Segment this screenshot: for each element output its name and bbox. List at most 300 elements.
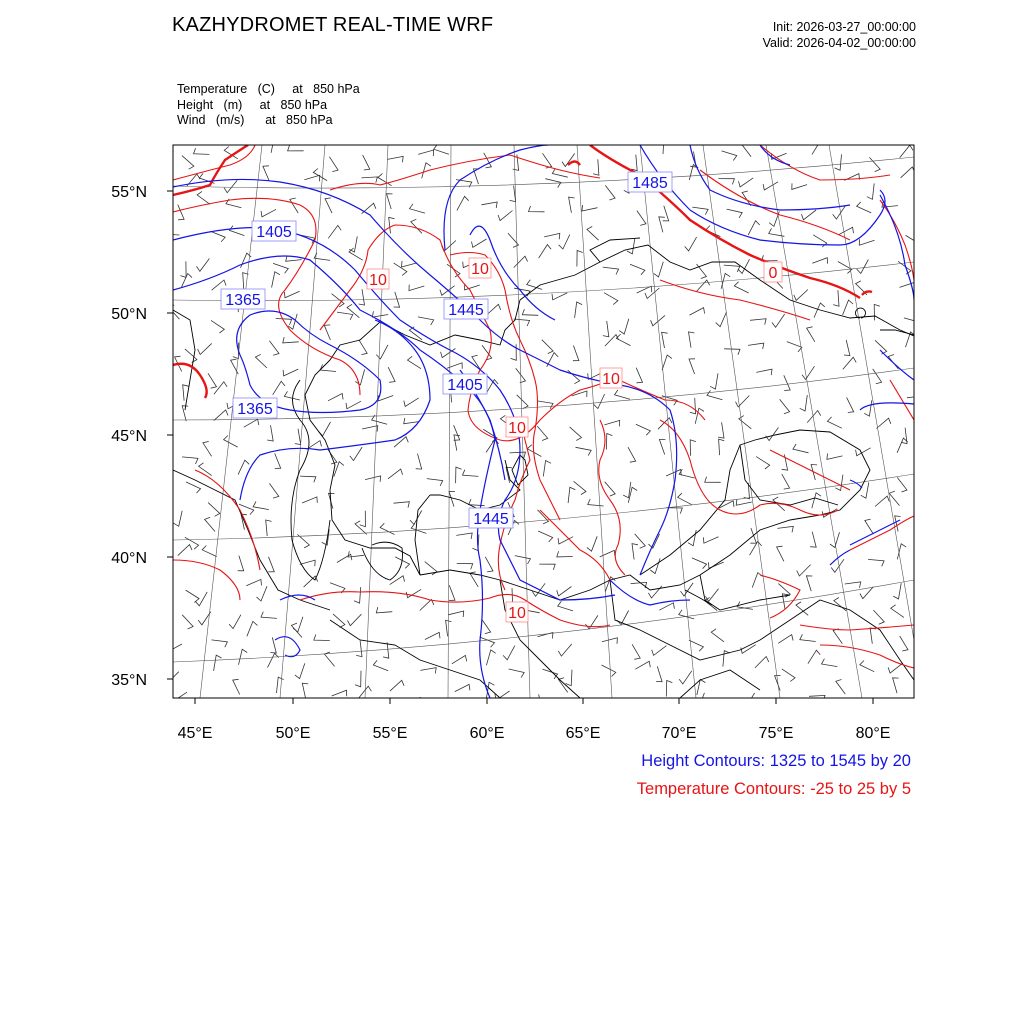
wind-barb — [452, 655, 467, 663]
wind-barb — [409, 285, 424, 291]
wind-barb — [812, 141, 824, 155]
wind-barb — [544, 233, 560, 239]
wind-barb — [529, 206, 545, 212]
wind-barb — [833, 629, 842, 644]
wind-barb — [605, 185, 615, 200]
wind-barb — [627, 238, 635, 254]
wind-barb — [537, 401, 553, 409]
wind-barb — [875, 496, 889, 506]
wind-barb — [628, 447, 636, 462]
wind-barb — [718, 422, 724, 438]
wind-barb — [481, 202, 497, 208]
wind-barb — [734, 282, 748, 293]
wind-barb — [394, 437, 408, 448]
wind-barb — [650, 558, 660, 573]
wind-barb — [244, 419, 259, 427]
wind-barb — [514, 319, 530, 326]
wind-barb — [705, 477, 721, 483]
wind-barb — [632, 699, 648, 705]
lon-label: 75°E — [758, 725, 794, 742]
wind-barb — [261, 209, 276, 217]
wind-barb — [833, 290, 839, 306]
wind-barb — [404, 398, 419, 407]
wind-barb — [756, 369, 772, 375]
wind-barb — [425, 632, 440, 639]
wind-barb — [797, 565, 811, 576]
wind-barb — [195, 592, 207, 606]
wind-barb — [359, 289, 365, 305]
wind-barb — [410, 204, 425, 213]
wind-barb — [604, 420, 619, 426]
wind-barb — [463, 470, 479, 477]
wind-barb — [514, 256, 528, 267]
lon-label: 70°E — [661, 725, 697, 742]
wind-barb — [810, 532, 816, 548]
wind-barb — [360, 511, 366, 527]
wind-barb — [448, 611, 464, 617]
wind-barb — [631, 155, 637, 171]
wind-barb — [659, 217, 665, 233]
wind-barb — [269, 341, 279, 356]
wind-barb — [449, 491, 455, 506]
wind-barb — [865, 519, 874, 534]
country-borders — [173, 238, 914, 698]
lon-label: 65°E — [565, 725, 601, 742]
wind-barb — [603, 267, 619, 274]
wind-barb — [482, 619, 491, 634]
wind-barb — [569, 197, 575, 213]
wind-barb — [601, 699, 614, 712]
wind-barb — [690, 440, 696, 456]
wind-barb — [766, 428, 779, 441]
wind-barb — [719, 439, 725, 455]
wind-barb — [632, 544, 638, 560]
wind-barb — [859, 239, 874, 245]
wind-barb — [394, 263, 407, 276]
wind-barb — [186, 590, 200, 602]
wind-barb — [199, 463, 212, 476]
wind-barb — [679, 671, 692, 684]
wind-barb — [449, 585, 455, 600]
wind-barb — [812, 493, 821, 508]
wind-barb — [663, 138, 670, 154]
wind-barb — [324, 325, 330, 340]
wind-barb — [845, 582, 861, 588]
wind-barb — [690, 308, 705, 316]
wind-barb — [888, 663, 903, 673]
height-label: 1485 — [632, 175, 668, 192]
wind-barb — [739, 178, 754, 187]
wind-barb — [337, 554, 352, 562]
wind-barb — [203, 441, 212, 456]
wind-barb — [174, 511, 183, 527]
wind-barb — [208, 503, 220, 517]
wind-barb — [736, 499, 752, 505]
wind-barb — [566, 670, 572, 686]
wind-barb — [324, 652, 334, 666]
lon-label: 80°E — [855, 725, 891, 742]
height-label: 1365 — [237, 401, 273, 418]
lat-label: 55°N — [111, 184, 147, 201]
wind-barb — [904, 318, 919, 327]
wind-barb — [857, 202, 872, 213]
wind-barb — [843, 300, 854, 315]
wind-barb — [503, 646, 515, 660]
wind-barb — [257, 586, 268, 601]
wind-barb — [807, 327, 815, 342]
wind-barb — [498, 211, 512, 221]
wind-barb — [165, 672, 179, 683]
wind-barb — [277, 677, 284, 693]
wind-barb — [831, 559, 844, 572]
temperature-label: 0 — [768, 265, 778, 282]
wind-barb — [782, 669, 795, 682]
height-label: 1445 — [448, 302, 484, 319]
wind-barb — [900, 636, 908, 651]
wind-barb — [314, 253, 330, 261]
wind-barb — [390, 576, 405, 585]
valid-time: Valid: 2026-04-02_00:00:00 — [762, 36, 916, 50]
wind-barb — [782, 474, 790, 489]
wind-barb — [387, 194, 393, 209]
wind-barb — [557, 587, 572, 597]
wind-barb — [362, 426, 378, 432]
wind-barb — [873, 698, 887, 710]
wind-barb — [349, 236, 357, 252]
wind-barb — [169, 305, 180, 319]
wind-barb — [214, 655, 222, 671]
wind-barb — [263, 166, 269, 181]
wind-barb — [178, 545, 192, 556]
wind-barb — [800, 395, 808, 411]
wind-barb — [509, 669, 525, 678]
wind-barb — [864, 400, 872, 416]
wind-barb — [314, 635, 330, 641]
wind-barb — [870, 628, 876, 644]
wind-barb — [420, 599, 434, 610]
wind-barb — [418, 317, 434, 325]
wind-barb — [420, 668, 436, 674]
wind-barb — [906, 235, 920, 247]
wind-barb — [186, 482, 201, 493]
lon-label: 45°E — [177, 725, 213, 742]
wind-barb — [763, 182, 778, 190]
wind-barb — [300, 476, 316, 482]
wind-barb — [269, 483, 278, 498]
wind-barb — [606, 434, 612, 450]
wind-barb — [346, 401, 361, 409]
wind-barb — [182, 457, 198, 464]
wind-barb — [743, 693, 755, 707]
wind-barb — [689, 332, 695, 348]
wind-barb — [666, 681, 672, 697]
wind-barb — [636, 424, 651, 435]
wind-barb — [575, 302, 583, 318]
wind-barb — [582, 205, 598, 211]
wind-barb — [542, 340, 553, 354]
wind-barb — [515, 556, 531, 564]
wind-barb — [456, 467, 462, 483]
wind-barb — [376, 345, 388, 359]
wind-barb — [750, 319, 766, 325]
wind-barb — [802, 366, 815, 379]
wind-barb — [372, 311, 388, 317]
wind-barb — [182, 156, 194, 170]
wind-barb — [679, 610, 694, 619]
wind-barb — [313, 169, 327, 181]
wind-barb — [383, 642, 389, 658]
wind-barb — [827, 453, 843, 459]
wind-barb — [787, 342, 802, 352]
wind-barb — [692, 558, 707, 569]
wind-barb — [328, 225, 341, 238]
wind-barb — [365, 476, 381, 482]
wind-barb — [635, 661, 650, 669]
wind-barb — [570, 427, 582, 441]
wind-barb — [587, 227, 599, 241]
wind-barb — [255, 354, 267, 368]
wind-barb — [325, 198, 332, 213]
wind-barb — [630, 264, 645, 275]
temperature-label: 10 — [471, 261, 489, 278]
wind-barb — [690, 398, 696, 414]
wind-barb — [539, 564, 555, 570]
wind-barb — [378, 395, 393, 401]
wind-barb — [659, 439, 665, 454]
wind-barb — [793, 444, 809, 453]
wind-barb — [558, 601, 573, 611]
wind-barb — [861, 482, 869, 498]
wind-barb — [208, 373, 217, 388]
wind-barb — [568, 370, 580, 384]
wind-barb — [394, 502, 410, 508]
wind-barb — [678, 493, 692, 505]
wind-barb — [539, 245, 551, 258]
wind-barb — [355, 671, 361, 687]
wind-barb — [603, 321, 609, 337]
wind-barb — [517, 395, 528, 409]
wind-barb — [600, 550, 615, 557]
wind-barb — [617, 611, 629, 625]
wind-barb — [587, 536, 597, 551]
wind-barb — [211, 699, 227, 707]
wind-barb — [205, 517, 215, 531]
temperature-label: 10 — [602, 371, 620, 388]
wind-barb — [302, 497, 317, 503]
wind-barb — [844, 340, 850, 356]
wind-barb — [288, 145, 304, 151]
wind-barb — [891, 605, 904, 618]
wind-barb — [224, 180, 237, 193]
wind-barb — [214, 382, 227, 395]
wind-barb — [867, 183, 874, 199]
wind-barb — [748, 221, 760, 235]
wind-barb — [868, 559, 884, 566]
wind-barb — [907, 396, 923, 402]
lat-label: 45°N — [111, 428, 147, 445]
wind-barb — [362, 203, 376, 214]
lat-label: 40°N — [111, 550, 147, 567]
wind-barb — [167, 644, 182, 652]
wind-barb — [893, 583, 901, 599]
wind-barb — [253, 502, 269, 510]
wind-barb — [302, 683, 308, 699]
wind-barb — [722, 151, 737, 161]
wind-barb — [229, 615, 241, 629]
wind-barb — [416, 454, 422, 469]
wind-barb — [434, 144, 449, 154]
wind-barb — [328, 449, 337, 464]
wind-barb — [212, 640, 228, 647]
wind-barb — [522, 309, 538, 315]
wind-barb — [472, 239, 487, 247]
wind-barb — [604, 293, 618, 305]
wind-barb — [211, 320, 224, 333]
wind-barb — [619, 319, 629, 334]
wind-barb — [194, 148, 210, 154]
wind-barb — [835, 154, 842, 170]
wind-barb — [558, 644, 572, 656]
height-label: 1405 — [447, 377, 483, 394]
wind-barb — [457, 564, 473, 570]
wind-barb — [290, 198, 298, 213]
wind-barb — [806, 576, 812, 591]
wind-barb — [224, 436, 238, 448]
wind-barb — [543, 461, 551, 477]
wind-barb — [645, 288, 659, 299]
wind-barb — [246, 579, 261, 585]
wind-barb — [373, 660, 388, 670]
wind-barb — [573, 346, 579, 361]
wind-barb — [568, 487, 575, 503]
wind-barb — [238, 556, 244, 571]
wind-barb — [663, 206, 669, 221]
wind-barb — [380, 523, 394, 534]
wind-barb — [775, 675, 781, 690]
wind-barb — [304, 175, 319, 181]
wind-barb — [267, 425, 273, 441]
height-label: 1405 — [256, 224, 292, 241]
wind-barb — [689, 359, 695, 374]
wind-barb — [411, 219, 422, 233]
wind-barb — [164, 229, 180, 236]
wind-barb — [349, 248, 363, 260]
wind-barb — [388, 156, 404, 162]
wind-barb — [827, 417, 841, 428]
wind-barb — [328, 394, 343, 401]
wind-barb — [411, 523, 426, 533]
wind-barb — [527, 280, 542, 290]
wind-barb — [594, 394, 605, 409]
height-label: 1445 — [473, 511, 509, 528]
temperature-label: 10 — [508, 605, 526, 622]
wind-barb — [266, 520, 272, 536]
wind-barb — [202, 546, 217, 557]
wind-barb — [247, 621, 258, 636]
wind-barb — [410, 511, 422, 525]
wind-barb — [348, 614, 362, 626]
wind-barb — [574, 481, 586, 494]
wind-barb — [359, 340, 367, 355]
wind-barb — [283, 337, 299, 343]
wind-barb — [472, 355, 481, 370]
lon-label: 50°E — [275, 725, 311, 742]
wind-barb — [197, 191, 210, 204]
wind-barb — [239, 649, 248, 665]
wind-barb — [388, 469, 403, 479]
wind-barb — [812, 258, 827, 264]
wind-barb — [295, 429, 301, 445]
wind-barb — [268, 557, 274, 572]
wind-barb — [755, 657, 769, 668]
wind-barb — [635, 534, 646, 548]
wind-barb — [538, 531, 553, 542]
wind-barb — [873, 610, 884, 624]
wind-barb — [843, 357, 856, 369]
wind-barb — [602, 665, 616, 677]
lon-label: 60°E — [469, 725, 505, 742]
wind-barb — [593, 159, 599, 175]
wind-barb — [777, 526, 793, 532]
wind-barb — [756, 457, 770, 469]
wind-barb — [361, 177, 377, 183]
wind-barb — [792, 183, 807, 189]
wind-barb — [838, 227, 853, 235]
wind-barb — [772, 314, 785, 327]
wind-barb — [457, 196, 469, 210]
wind-barb — [718, 179, 734, 185]
wind-barb — [363, 155, 370, 170]
wind-barb — [876, 418, 890, 428]
wind-barb — [748, 343, 764, 349]
wind-barb — [716, 312, 727, 327]
field-wind: Wind (m/s) at 850 hPa — [177, 113, 333, 127]
wind-barb — [486, 650, 495, 665]
wind-barb — [197, 259, 210, 272]
wind-barb — [178, 205, 184, 220]
wind-barb — [778, 635, 793, 644]
wind-barb — [727, 209, 743, 218]
wind-barb — [408, 356, 422, 368]
lat-label: 50°N — [111, 306, 147, 323]
wind-barb — [329, 157, 338, 172]
wind-barb — [632, 644, 640, 659]
wind-barb — [535, 694, 541, 710]
wind-barb — [261, 612, 277, 619]
wind-barb — [332, 690, 347, 696]
wind-barb — [615, 390, 630, 399]
wind-barb — [427, 479, 443, 486]
wind-barb — [869, 157, 880, 171]
wind-barb — [198, 343, 212, 354]
wind-barb — [875, 340, 887, 354]
wind-barb — [485, 557, 493, 572]
wind-barb — [857, 260, 869, 274]
wind-barb — [833, 206, 846, 219]
wind-barb — [376, 607, 392, 613]
temperature-contour-info: Temperature Contours: -25 to 25 by 5 — [636, 780, 911, 798]
wind-barb — [510, 186, 516, 202]
wind-barb — [557, 551, 573, 557]
wind-barb — [273, 381, 285, 395]
wind-barb — [637, 211, 646, 226]
wind-barb — [705, 589, 718, 602]
wind-barb — [654, 262, 664, 277]
wind-barb — [794, 290, 808, 301]
wind-barb — [901, 167, 915, 178]
wind-barb — [838, 262, 852, 274]
wind-barb — [486, 682, 494, 698]
